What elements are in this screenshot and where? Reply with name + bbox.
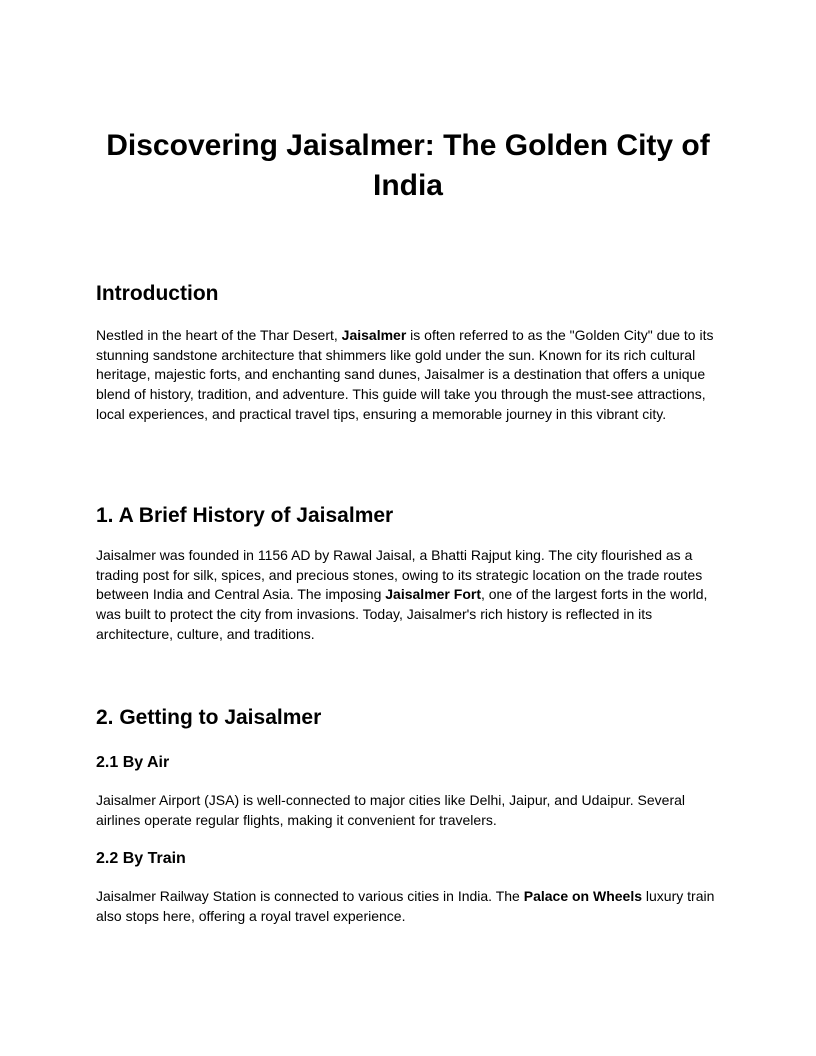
by-air-paragraph: Jaisalmer Airport (JSA) is well-connected to major cities like Delhi, Jaipur, and Udaipur. Several airlines operate regular flights, making it convenient for travelers.: [96, 792, 686, 828]
by-air-heading: 2.1 By Air: [96, 754, 170, 771]
intro-bold-jaisalmer: Jaisalmer: [341, 327, 407, 343]
train-text-start: Jaisalmer Railway Station is connected to various cities in India. The: [96, 888, 524, 904]
by-train-heading: 2.2 By Train: [96, 850, 186, 867]
intro-text-end: is often referred to as the "Golden City" due to its stunning sandstone architecture that shimmers like gold under the sun. Known for its rich cultural heritage, majestic forts, and enchanting sand dunes, Jaisalmer is a destination that offers a unique blend of history, tradition, and adventure. This guide will take you through the must-see attractions, local experiences, and practical travel tips, ensuring a memorable journey in this vibrant city.: [96, 327, 714, 422]
history-heading: 1. A Brief History of Jaisalmer: [96, 504, 394, 527]
train-bold-palace: Palace on Wheels: [523, 888, 643, 904]
history-bold-fort: Jaisalmer Fort: [385, 586, 481, 603]
getting-heading: 2. Getting to Jaisalmer: [96, 706, 322, 729]
train-text-end: luxury train also stops here, offering a royal travel experience.: [96, 888, 715, 924]
intro-heading: Introduction: [96, 282, 219, 305]
intro-text-start: Nestled in the heart of the Thar Desert,: [96, 327, 342, 343]
history-text-end: , one of the largest forts in the world, was built to protect the city from invasions. Today, Jaisalmer's rich history is reflected in its architecture, culture, and traditions.: [96, 586, 708, 642]
by-train-paragraph: [96, 887, 720, 926]
history-paragraph: [96, 546, 720, 645]
history-text-start: Jaisalmer was founded in 1156 AD by Rawal Jaisal, a Bhatti Rajput king. The city flourished as a trading post for silk, spices, and precious stones, owing to its strategic location on the trade routes between India and Central Asia. The imposing: [96, 547, 703, 603]
intro-paragraph: [96, 326, 720, 425]
document-title: Discovering Jaisalmer: The Golden City of India: [106, 129, 710, 202]
